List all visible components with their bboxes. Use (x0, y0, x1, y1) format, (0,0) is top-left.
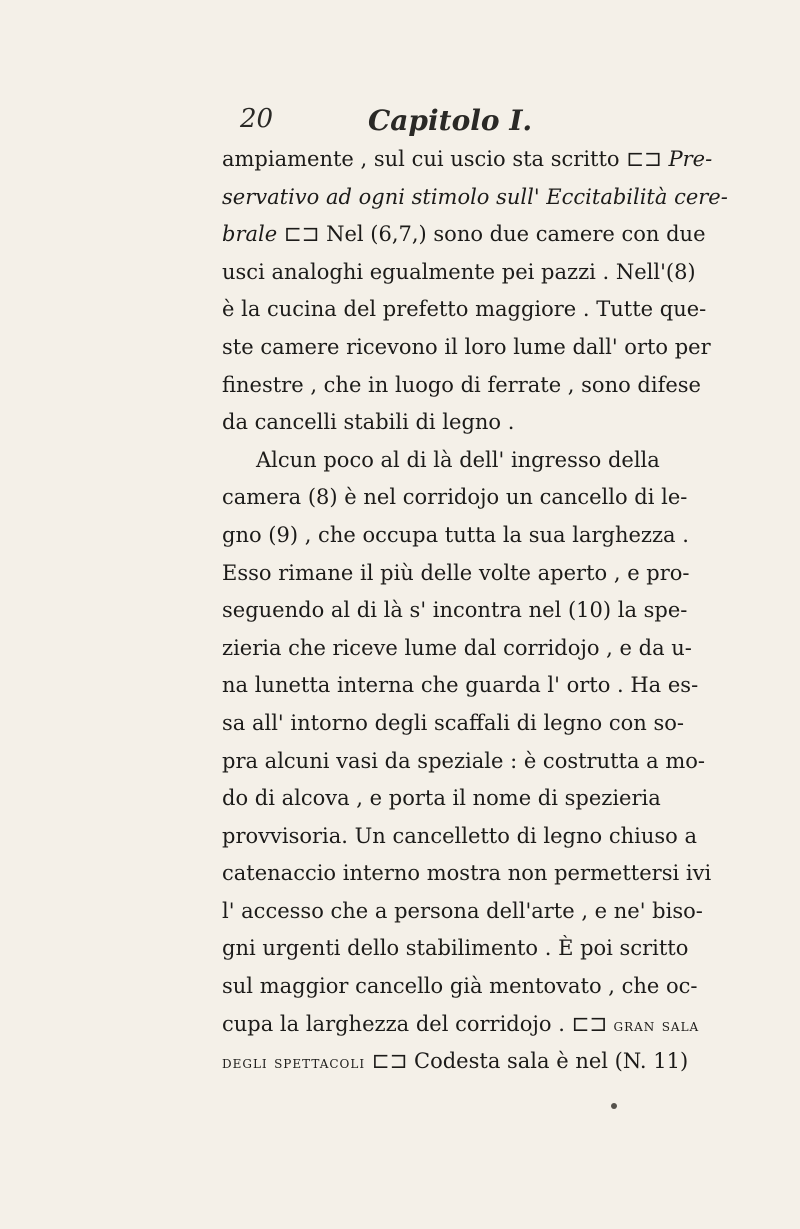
page-header (0, 104, 800, 144)
text-line: Alcun poco al di là dell' ingresso della (256, 447, 660, 472)
body-text (222, 141, 728, 1081)
text-line: l' accesso che a persona dell'arte , e ne' biso- (222, 898, 703, 923)
text-line: catenaccio interno mostra non permettersi ivi (222, 861, 712, 886)
text-line: cupa la larghezza del corridojo . ⊏⊐ gran sala (222, 1011, 700, 1036)
text-line: zieria che riceve lume dal corridojo , e da u- (222, 635, 692, 660)
text-line: sul maggior cancello già mentovato , che oc- (222, 974, 698, 999)
text-line: na lunetta interna che guarda l' orto . Ha es- (222, 673, 699, 698)
text-line: provvisoria. Un cancelletto di legno chiuso a (222, 823, 697, 848)
ink-speck (611, 1103, 617, 1109)
text-line: Esso rimane il più delle volte aperto , e pro- (222, 560, 690, 585)
text-line: sa all' intorno degli scaffali di legno con so- (222, 710, 684, 735)
text-line: pra alcuni vasi da speziale : è costrutta a mo- (222, 748, 706, 773)
text-line: camera (8) è nel corridojo un cancello di le- (222, 485, 688, 510)
text-line: da cancelli stabili di legno . (222, 410, 515, 435)
page-number: 20 (240, 104, 274, 134)
text-line: degli spettacoli ⊏⊐ Codesta sala è nel (N. 11) (222, 1049, 689, 1074)
text-line: brale ⊏⊐ Nel (6,7,) sono due camere con due (222, 222, 706, 247)
text-line: finestre , che in luogo di ferrate , sono difese (222, 372, 701, 397)
text-line: gni urgenti dello stabilimento . È poi scritto (222, 936, 689, 961)
text-line: seguendo al di là s' incontra nel (10) la spe- (222, 598, 688, 623)
text-line: è la cucina del prefetto maggiore . Tutte que- (222, 297, 707, 322)
text-line: gno (9) , che occupa tutta la sua larghezza . (222, 522, 689, 547)
text-line: do di alcova , e porta il nome di spezieria (222, 786, 661, 811)
text-line: ste camere ricevono il loro lume dall' orto per (222, 334, 711, 359)
text-line: usci analoghi egualmente pei pazzi . Nell'(8) (222, 259, 696, 284)
text-line: servativo ad ogni stimolo sull' Eccitabilità cere- (222, 184, 728, 209)
text-line: ampiamente , sul cui uscio sta scritto ⊏⊐ Pre- (222, 147, 713, 171)
running-title: Capitolo I. (368, 104, 533, 137)
